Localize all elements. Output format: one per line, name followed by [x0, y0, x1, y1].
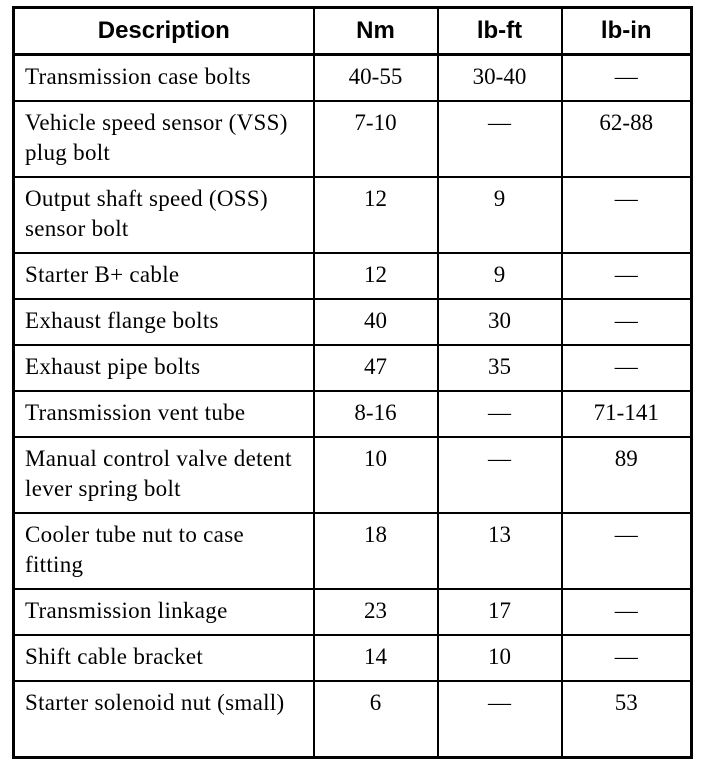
header-lb-in: lb-in	[562, 8, 692, 55]
row-lb-ft: 9	[438, 177, 562, 253]
table-row	[14, 177, 692, 253]
row-lb-in: —	[562, 253, 692, 299]
row-lb-ft: —	[438, 391, 562, 437]
row-lb-in: 53	[562, 681, 692, 758]
table-row	[14, 437, 692, 513]
table-row	[14, 513, 692, 589]
row-lb-in: 89	[562, 437, 692, 513]
table-row	[14, 253, 692, 299]
torque-specification-table	[12, 6, 693, 759]
row-lb-ft: —	[438, 101, 562, 177]
row-nm: 40	[314, 299, 438, 345]
row-lb-in: —	[562, 55, 692, 102]
table-row	[14, 589, 692, 635]
row-nm: 12	[314, 253, 438, 299]
row-nm: 6	[314, 681, 438, 758]
row-lb-in: —	[562, 345, 692, 391]
table-row	[14, 299, 692, 345]
row-lb-ft: —	[438, 681, 562, 758]
row-description: Transmission case bolts	[14, 55, 314, 102]
row-lb-in: 71-141	[562, 391, 692, 437]
row-nm: 7-10	[314, 101, 438, 177]
row-lb-in: 62-88	[562, 101, 692, 177]
row-lb-in: —	[562, 177, 692, 253]
row-description: Transmission vent tube	[14, 391, 314, 437]
row-description: Vehicle speed sensor (VSS) plug bolt	[14, 101, 314, 177]
row-nm: 10	[314, 437, 438, 513]
row-lb-in: —	[562, 299, 692, 345]
table-row	[14, 55, 692, 102]
row-lb-ft: 30-40	[438, 55, 562, 102]
row-nm: 23	[314, 589, 438, 635]
row-nm: 12	[314, 177, 438, 253]
row-nm: 14	[314, 635, 438, 681]
table-row	[14, 635, 692, 681]
row-lb-in: —	[562, 635, 692, 681]
row-nm: 47	[314, 345, 438, 391]
row-description: Manual control valve detent lever spring bolt	[14, 437, 314, 513]
table-row	[14, 101, 692, 177]
row-description: Exhaust pipe bolts	[14, 345, 314, 391]
header-description: Description	[14, 8, 314, 55]
row-lb-in: —	[562, 589, 692, 635]
row-lb-ft: 30	[438, 299, 562, 345]
row-description: Output shaft speed (OSS) sensor bolt	[14, 177, 314, 253]
header-row	[14, 8, 692, 55]
row-lb-ft: 13	[438, 513, 562, 589]
row-lb-ft: 35	[438, 345, 562, 391]
row-description: Exhaust flange bolts	[14, 299, 314, 345]
row-lb-ft: 10	[438, 635, 562, 681]
row-description: Starter B+ cable	[14, 253, 314, 299]
row-nm: 18	[314, 513, 438, 589]
row-lb-ft: 17	[438, 589, 562, 635]
row-description: Shift cable bracket	[14, 635, 314, 681]
row-lb-ft: 9	[438, 253, 562, 299]
table-row	[14, 681, 692, 758]
row-description: Cooler tube nut to case fitting	[14, 513, 314, 589]
row-description: Transmission linkage	[14, 589, 314, 635]
table-row	[14, 345, 692, 391]
row-lb-in: —	[562, 513, 692, 589]
header-lb-ft: lb-ft	[438, 8, 562, 55]
table-row	[14, 391, 692, 437]
header-nm: Nm	[314, 8, 438, 55]
row-nm: 40-55	[314, 55, 438, 102]
row-nm: 8-16	[314, 391, 438, 437]
row-lb-ft: —	[438, 437, 562, 513]
row-description: Starter solenoid nut (small)	[14, 681, 314, 758]
